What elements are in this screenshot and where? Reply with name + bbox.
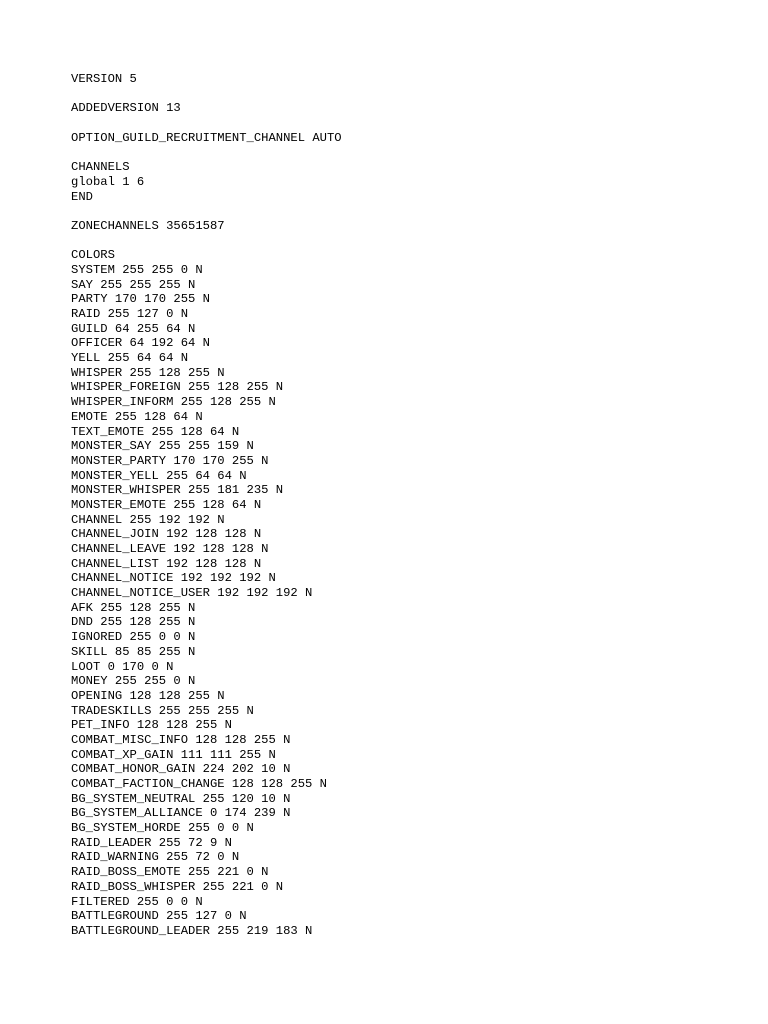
text-line: WHISPER_FOREIGN 255 128 255 N bbox=[71, 380, 284, 395]
text-line: GUILD 64 255 64 N bbox=[71, 321, 196, 336]
text-line: YELL 255 64 64 N bbox=[71, 351, 189, 366]
text-line: MONSTER_WHISPER 255 181 235 N bbox=[71, 483, 284, 498]
text-line: TRADESKILLS 255 255 255 N bbox=[71, 703, 254, 718]
text-line: BG_SYSTEM_NEUTRAL 255 120 10 N bbox=[71, 791, 291, 806]
text-line: IGNORED 255 0 0 N bbox=[71, 630, 196, 645]
text-line: END bbox=[71, 189, 93, 204]
text-line: OPTION_GUILD_RECRUITMENT_CHANNEL AUTO bbox=[71, 130, 342, 145]
document-page bbox=[71, 72, 751, 953]
text-line: BG_SYSTEM_ALLIANCE 0 174 239 N bbox=[71, 806, 291, 821]
text-line: CHANNEL_NOTICE_USER 192 192 192 N bbox=[71, 586, 313, 601]
text-line: COMBAT_HONOR_GAIN 224 202 10 N bbox=[71, 762, 291, 777]
text-line: FILTERED 255 0 0 N bbox=[71, 894, 203, 909]
text-line: WHISPER 255 128 255 N bbox=[71, 365, 225, 380]
text-line: SYSTEM 255 255 0 N bbox=[71, 262, 203, 277]
text-block-colors bbox=[71, 248, 751, 938]
text-line: PET_INFO 128 128 255 N bbox=[71, 718, 232, 733]
text-line: ZONECHANNELS 35651587 bbox=[71, 218, 225, 233]
text-line: PARTY 170 170 255 N bbox=[71, 292, 210, 307]
text-line: MONSTER_PARTY 170 170 255 N bbox=[71, 453, 269, 468]
text-line: SAY 255 255 255 N bbox=[71, 277, 196, 292]
text-line: EMOTE 255 128 64 N bbox=[71, 409, 203, 424]
text-line: BATTLEGROUND_LEADER 255 219 183 N bbox=[71, 923, 313, 938]
text-block-channels bbox=[71, 160, 751, 204]
text-line: RAID 255 127 0 N bbox=[71, 307, 189, 321]
text-line: OFFICER 64 192 64 N bbox=[71, 336, 210, 351]
text-line: BG_SYSTEM_HORDE 255 0 0 N bbox=[71, 821, 254, 836]
text-line: AFK 255 128 255 N bbox=[71, 600, 196, 615]
text-line: RAID_BOSS_EMOTE 255 221 0 N bbox=[71, 865, 269, 880]
text-line: MONEY 255 255 0 N bbox=[71, 674, 196, 689]
text-line: MONSTER_YELL 255 64 64 N bbox=[71, 468, 247, 483]
text-line: OPENING 128 128 255 N bbox=[71, 688, 225, 703]
text-line: CHANNEL_LIST 192 128 128 N bbox=[71, 556, 262, 571]
text-line: COMBAT_FACTION_CHANGE 128 128 255 N bbox=[71, 777, 327, 791]
text-line: SKILL 85 85 255 N bbox=[71, 644, 196, 659]
text-line: global 1 6 bbox=[71, 174, 145, 189]
text-line: DND 255 128 255 N bbox=[71, 615, 196, 630]
text-line: CHANNELS bbox=[71, 160, 130, 175]
text-line: CHANNEL_JOIN 192 128 128 N bbox=[71, 527, 262, 542]
text-line: COLORS bbox=[71, 248, 115, 263]
text-line: BATTLEGROUND 255 127 0 N bbox=[71, 909, 247, 924]
text-line: MONSTER_SAY 255 255 159 N bbox=[71, 439, 254, 454]
text-line: VERSION 5 bbox=[71, 72, 137, 86]
text-line: CHANNEL_LEAVE 192 128 128 N bbox=[71, 542, 269, 556]
text-line: TEXT_EMOTE 255 128 64 N bbox=[71, 424, 240, 439]
text-line: CHANNEL 255 192 192 N bbox=[71, 512, 225, 527]
text-line: COMBAT_MISC_INFO 128 128 255 N bbox=[71, 732, 291, 747]
text-block-option bbox=[71, 131, 751, 146]
text-line: CHANNEL_NOTICE 192 192 192 N bbox=[71, 571, 276, 586]
text-line: RAID_BOSS_WHISPER 255 221 0 N bbox=[71, 879, 284, 894]
text-line: WHISPER_INFORM 255 128 255 N bbox=[71, 395, 276, 410]
text-block-addedversion bbox=[71, 101, 751, 116]
text-line: LOOT 0 170 0 N bbox=[71, 659, 174, 674]
text-block-zonechannels bbox=[71, 219, 751, 234]
text-line: RAID_WARNING 255 72 0 N bbox=[71, 850, 240, 865]
text-line: ADDEDVERSION 13 bbox=[71, 101, 181, 116]
text-line: RAID_LEADER 255 72 9 N bbox=[71, 835, 232, 850]
text-line: MONSTER_EMOTE 255 128 64 N bbox=[71, 497, 262, 512]
text-line: COMBAT_XP_GAIN 111 111 255 N bbox=[71, 747, 276, 762]
text-block-version bbox=[71, 72, 751, 87]
